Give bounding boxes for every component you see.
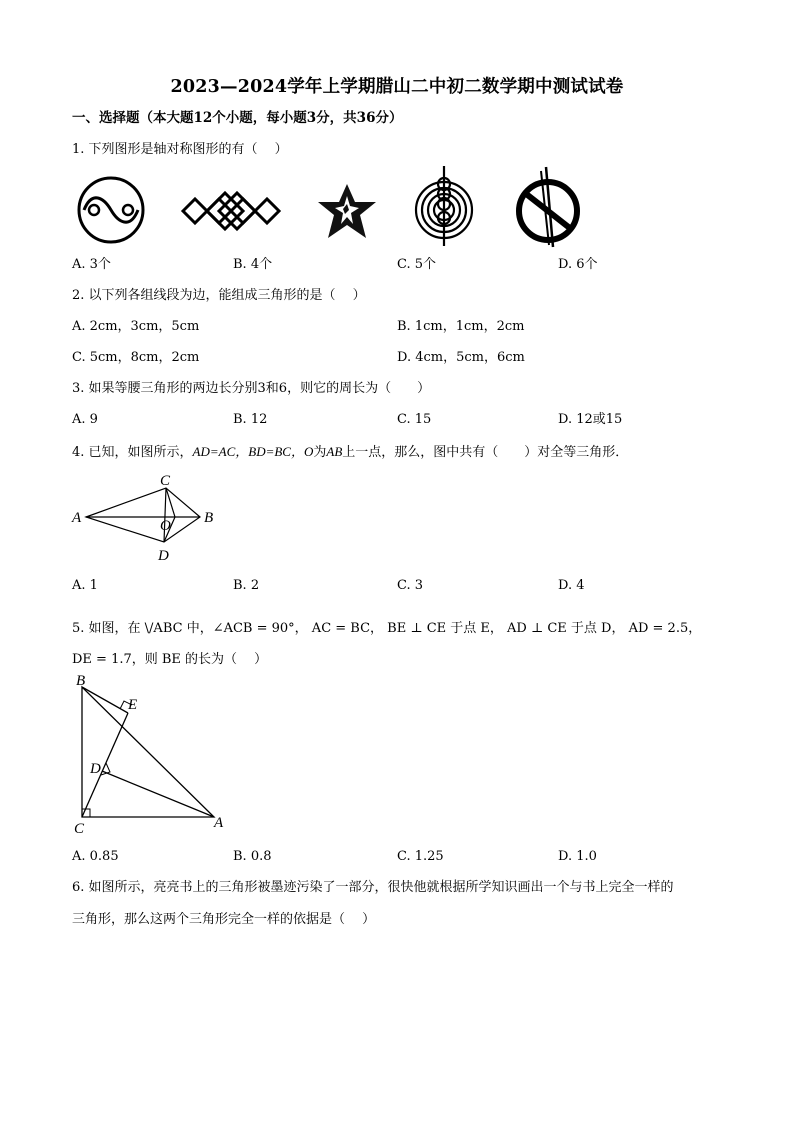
question-4-stem-pre: 4. 已知，如图所示， [72,445,193,460]
question-4-option-a[interactable]: A. 1 [72,578,98,593]
question-5-stem-line2: DE = 1.7，则 BE 的长为（ ） [72,652,268,667]
triangle-label-e: E [128,697,138,713]
page-title: 2023—2024学年上学期腊山二中初二数学期中测试试卷 [170,77,624,97]
question-3-option-c[interactable]: C. 15 [397,412,432,427]
question-4-option-c[interactable]: C. 3 [397,578,424,593]
question-4-option-d[interactable]: D. 4 [558,578,585,593]
question-4-stem-mid: 为 [313,445,327,460]
circle-lantern-icon [412,164,476,248]
question-3-option-a[interactable]: A. 9 [72,412,98,427]
question-4-stem-math2: AB [326,444,343,459]
section-heading: 一、选择题（本大题12个小题，每小题3分，共36分） [72,110,403,126]
kite-label-o: O [160,518,171,534]
question-3-stem: 3. 如果等腰三角形的两边长分别3和6，则它的周长为（ ） [72,381,431,396]
question-3-option-b[interactable]: B. 12 [233,412,268,427]
kite-label-d: D [158,548,169,564]
triangle-label-d: D [90,761,101,777]
knot-pattern-icon [180,190,280,232]
kite-label-c: C [160,473,171,489]
question-1-option-a[interactable]: A. 3个 [72,257,111,272]
question-6-stem-line1: 6. 如图所示，亮亮书上的三角形被墨迹污染了一部分，很快他就根据所学知识画出一个与书上完全一样的 [72,880,674,895]
question-3-option-d[interactable]: D. 12或15 [558,412,623,427]
right-triangle-figure [70,673,240,843]
star-flower-icon [316,182,378,240]
question-2-option-a[interactable]: A. 2cm，3cm，5cm [72,319,200,334]
yin-yang-icon [74,176,148,244]
kite-label-b: B [204,510,214,526]
question-2-option-b[interactable]: B. 1cm，1cm，2cm [397,319,525,334]
question-5-stem-line1: 5. 如图，在 \/ABC 中，∠ACB = 90°， AC = BC， BE ⊥ CE 于点 E， AD ⊥ CE 于点 D， AD = 2.5， [72,621,702,636]
question-4-option-b[interactable]: B. 2 [233,578,260,593]
question-4-stem [72,444,628,461]
kite-figure [70,470,220,566]
question-6-stem-line2: 三角形，那么这两个三角形完全一样的依据是（ ） [72,912,376,927]
question-1-stem: 1. 下列图形是轴对称图形的有（ ） [72,142,288,157]
prohibition-sign-icon [513,165,583,249]
question-2-stem: 2. 以下列各组线段为边，能组成三角形的是（ ） [72,288,366,303]
question-1-option-c[interactable]: C. 5个 [397,257,437,272]
kite-label-a: A [72,510,82,526]
question-5-option-d[interactable]: D. 1.0 [558,849,597,864]
question-5-option-a[interactable]: A. 0.85 [72,849,119,864]
question-2-option-d[interactable]: D. 4cm，5cm，6cm [397,350,525,365]
question-1-option-d[interactable]: D. 6个 [558,257,598,272]
question-5-option-c[interactable]: C. 1.25 [397,849,444,864]
triangle-label-b: B [76,673,86,689]
question-5-option-b[interactable]: B. 0.8 [233,849,272,864]
triangle-label-c: C [74,821,85,837]
question-4-stem-math: AD=AC，BD=BC，O [192,444,314,459]
question-1-option-b[interactable]: B. 4个 [233,257,273,272]
question-2-option-c[interactable]: C. 5cm，8cm，2cm [72,350,200,365]
question-4-stem-post: 上一点，那么，图中共有（ ）对全等三角形． [342,445,629,460]
triangle-label-a: A [214,815,224,831]
